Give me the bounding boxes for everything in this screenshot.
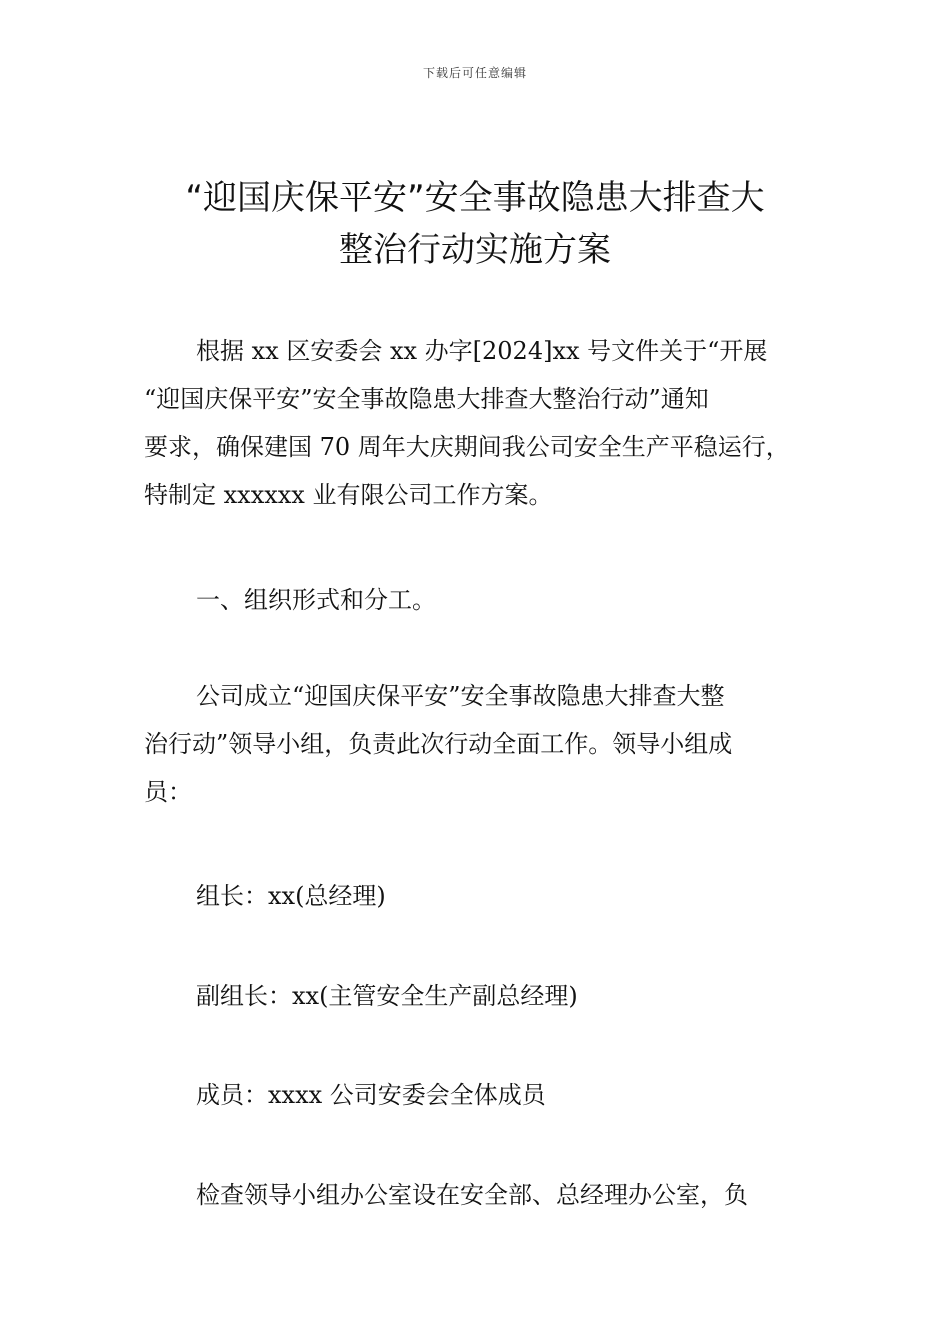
intro-line-3: 要求，确保建国 70 周年大庆期间我公司安全生产平稳运行， xyxy=(144,433,790,461)
intro-paragraph xyxy=(144,327,808,519)
document-title xyxy=(140,172,810,276)
office-text: 检查领导小组办公室设在安全部、总经理办公室，负 xyxy=(196,1181,748,1209)
office-paragraph xyxy=(144,1171,808,1219)
header-note: 下载后可任意编辑 xyxy=(422,66,527,80)
leadership-line-2: 治行动”领导小组，负责此次行动全面工作。领导小组成 xyxy=(144,730,733,758)
title-line-2: 整治行动实施方案 xyxy=(339,230,611,270)
deputy-line xyxy=(144,972,808,1020)
title-line-1: “迎国庆保平安”安全事故隐患大排查大 xyxy=(185,178,765,218)
intro-line-1: 根据 xx 区安委会 xx 办字[2024]xx 号文件关于“开展 xyxy=(196,337,768,365)
intro-line-2: “迎国庆保平安”安全事故隐患大排查大整治行动”通知 xyxy=(144,385,709,413)
section-1-text: 一、组织形式和分工。 xyxy=(196,586,436,614)
leadership-line-1: 公司成立“迎国庆保平安”安全事故隐患大排查大整 xyxy=(196,682,725,710)
leader-text: 组长：xx(总经理) xyxy=(196,882,386,910)
section-1-heading xyxy=(144,576,808,624)
members-text: 成员：xxxx 公司安委会全体成员 xyxy=(196,1081,546,1109)
leadership-paragraph xyxy=(144,672,808,816)
leader-line xyxy=(144,872,808,920)
leadership-line-3: 员： xyxy=(144,778,192,806)
intro-line-4: 特制定 xxxxxx 业有限公司工作方案。 xyxy=(144,481,553,509)
members-line xyxy=(144,1071,808,1119)
deputy-text: 副组长：xx(主管安全生产副总经理) xyxy=(196,982,578,1010)
